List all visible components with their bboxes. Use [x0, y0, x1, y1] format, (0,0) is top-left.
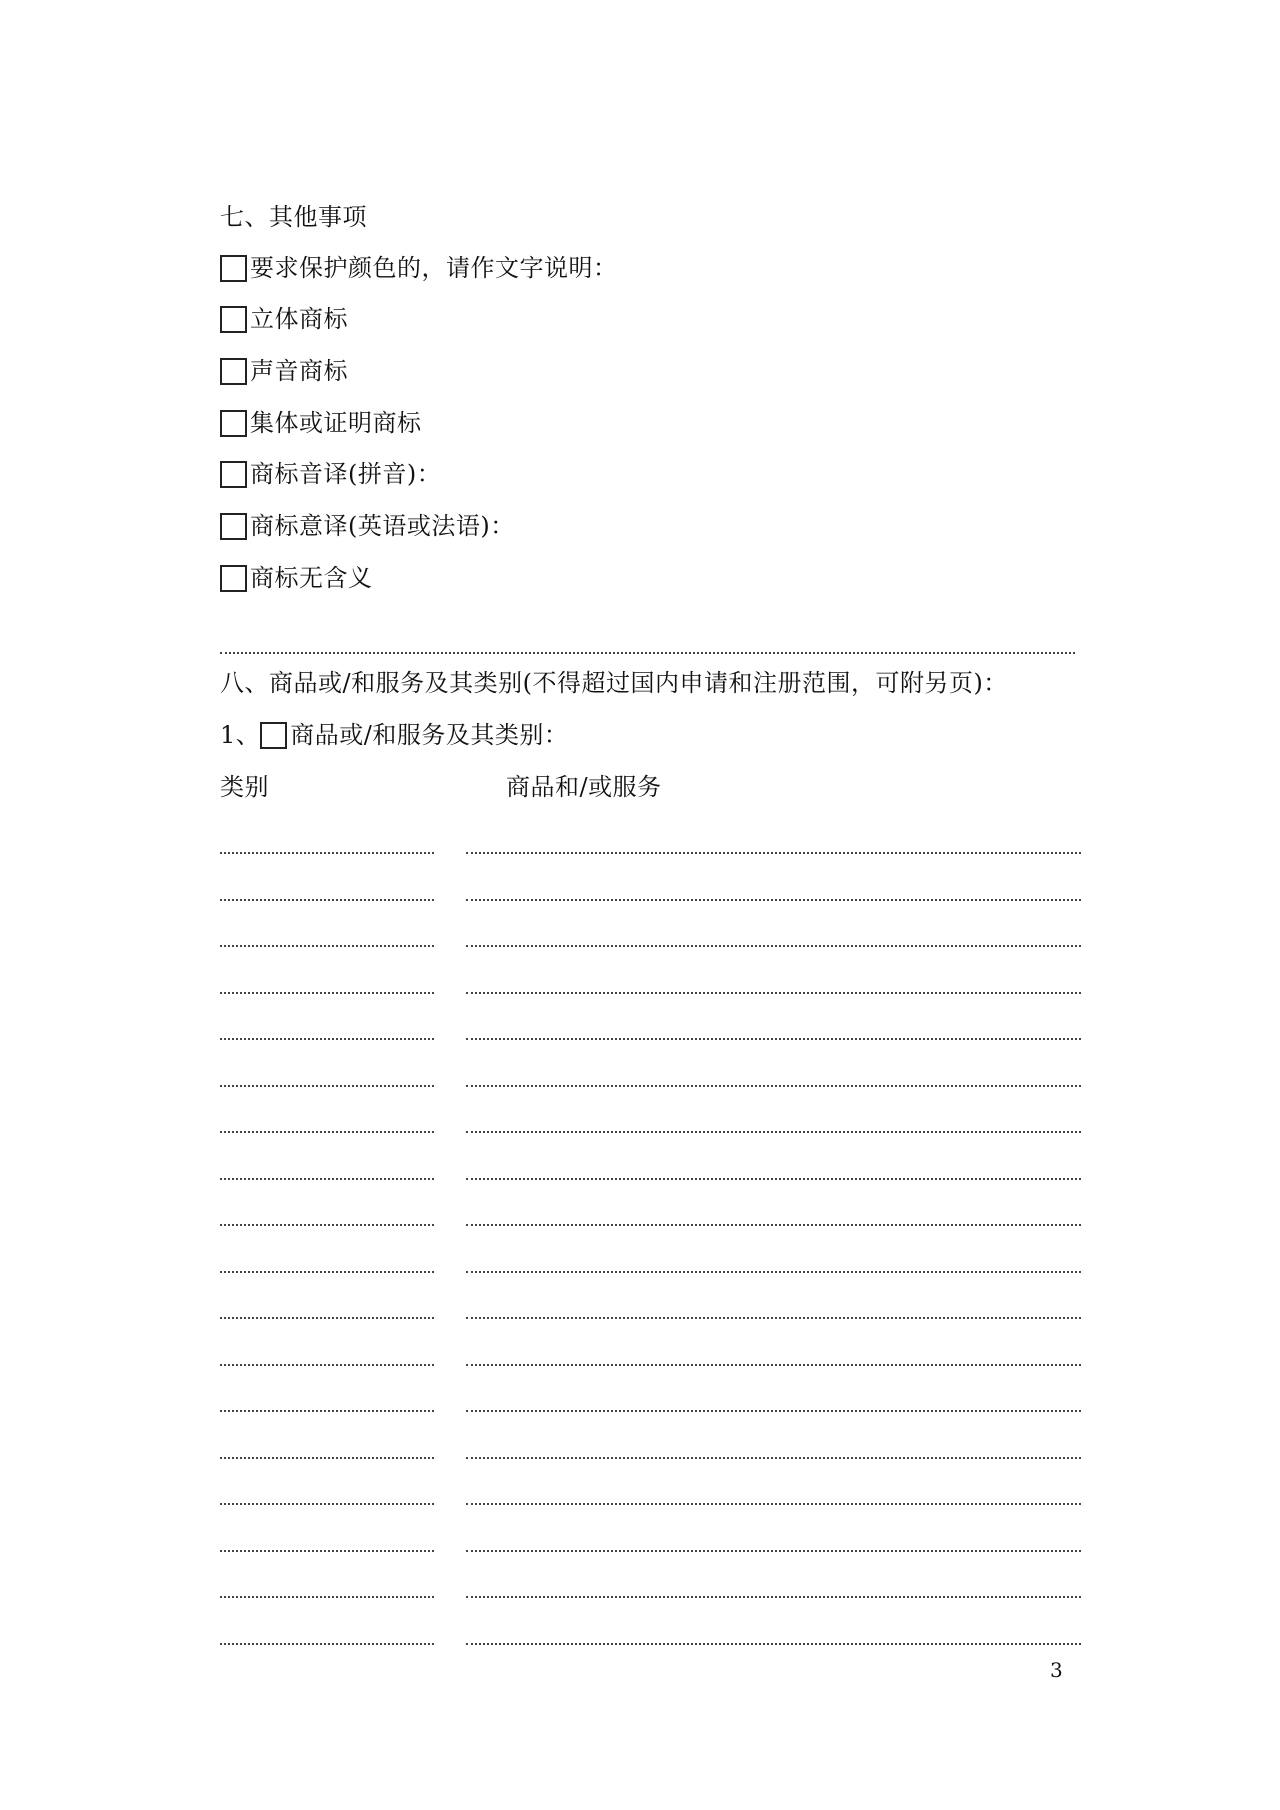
goods-input-line[interactable]: [466, 1364, 1081, 1366]
option-label: 商标无含义: [250, 564, 373, 592]
class-input-line[interactable]: [220, 852, 434, 854]
option-transliteration[interactable]: [220, 459, 441, 489]
option-label: 商标音译(拼音)：: [250, 460, 442, 488]
goods-input-line[interactable]: [466, 852, 1081, 854]
section-8-title: 八、商品或/和服务及其类别(不得超过国内申请和注册范围，可附另页)：: [220, 669, 1008, 697]
checkbox[interactable]: [220, 255, 247, 282]
goods-input-line[interactable]: [466, 1038, 1081, 1040]
goods-input-line[interactable]: [466, 1224, 1081, 1226]
class-input-line[interactable]: [220, 1038, 434, 1040]
goods-input-line[interactable]: [466, 1596, 1081, 1598]
class-input-line[interactable]: [220, 945, 434, 947]
goods-input-line[interactable]: [466, 1085, 1081, 1087]
checkbox[interactable]: [260, 722, 287, 749]
checkbox[interactable]: [220, 306, 247, 333]
goods-input-line[interactable]: [466, 1178, 1081, 1180]
item-number: 1、: [220, 721, 261, 749]
checkbox[interactable]: [220, 358, 247, 385]
checkbox[interactable]: [220, 565, 247, 592]
column-header-goods: 商品和/或服务: [506, 773, 662, 801]
checkbox[interactable]: [220, 513, 247, 540]
goods-input-line[interactable]: [466, 1643, 1081, 1645]
option-label: 立体商标: [250, 305, 348, 333]
option-collective-mark[interactable]: [220, 408, 422, 438]
goods-input-line[interactable]: [466, 1457, 1081, 1459]
goods-input-line[interactable]: [466, 1131, 1081, 1133]
option-3d-mark[interactable]: [220, 304, 348, 334]
goods-input-line[interactable]: [466, 1550, 1081, 1552]
option-translation[interactable]: [220, 511, 515, 541]
page-number: 3: [1050, 1658, 1063, 1682]
option-sound-mark[interactable]: [220, 356, 348, 386]
class-input-line[interactable]: [220, 1224, 434, 1226]
class-input-line[interactable]: [220, 1643, 434, 1645]
class-input-line[interactable]: [220, 1457, 434, 1459]
class-input-line[interactable]: [220, 899, 434, 901]
class-input-line[interactable]: [220, 1271, 434, 1273]
class-input-line[interactable]: [220, 992, 434, 994]
option-label: 商标意译(英语或法语)：: [250, 512, 515, 540]
item-label: 商品或/和服务及其类别：: [290, 721, 569, 749]
option-label: 声音商标: [250, 357, 348, 385]
class-input-line[interactable]: [220, 1178, 434, 1180]
goods-input-line[interactable]: [466, 1503, 1081, 1505]
column-header-class: 类别: [220, 773, 269, 801]
class-input-line[interactable]: [220, 1085, 434, 1087]
checkbox[interactable]: [220, 461, 247, 488]
class-input-line[interactable]: [220, 1410, 434, 1412]
class-input-line[interactable]: [220, 1364, 434, 1366]
goods-input-line[interactable]: [466, 1271, 1081, 1273]
section-divider: [220, 652, 1075, 654]
class-input-line[interactable]: [220, 1317, 434, 1319]
goods-input-line[interactable]: [466, 992, 1081, 994]
class-input-line[interactable]: [220, 1596, 434, 1598]
option-label: 集体或证明商标: [250, 409, 422, 437]
item-goods-services[interactable]: [220, 720, 568, 750]
class-input-line[interactable]: [220, 1550, 434, 1552]
goods-input-line[interactable]: [466, 945, 1081, 947]
class-input-line[interactable]: [220, 1503, 434, 1505]
section-7-title: 七、其他事项: [220, 203, 367, 231]
goods-input-line[interactable]: [466, 1410, 1081, 1412]
checkbox[interactable]: [220, 410, 247, 437]
class-input-line[interactable]: [220, 1131, 434, 1133]
goods-input-line[interactable]: [466, 899, 1081, 901]
option-no-meaning[interactable]: [220, 563, 373, 593]
option-label: 要求保护颜色的，请作文字说明：: [250, 254, 618, 282]
option-color-protection[interactable]: [220, 253, 618, 283]
goods-input-line[interactable]: [466, 1317, 1081, 1319]
